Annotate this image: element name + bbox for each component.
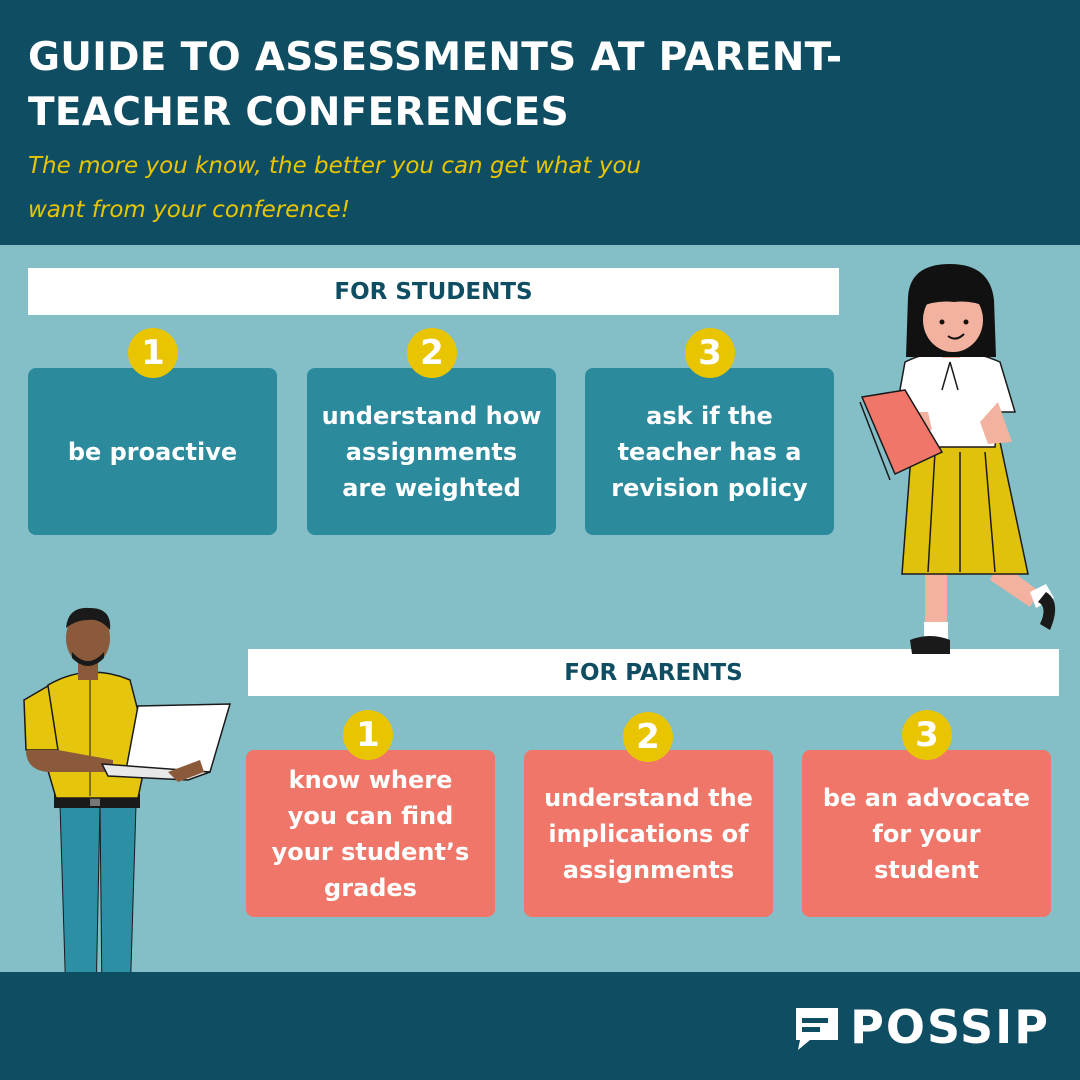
girl-reading-book-illustration xyxy=(850,262,1065,662)
header-band xyxy=(0,0,1080,245)
parent-number-badge-1: 1 xyxy=(343,710,393,760)
student-tip-card-2: understand how assignments are weighted xyxy=(307,368,556,535)
brand-name: POSSIP xyxy=(850,1000,1050,1054)
parent-tip-card-3: be an advocate for your student xyxy=(802,750,1051,917)
student-number-badge-3: 3 xyxy=(685,328,735,378)
speech-bubble-icon xyxy=(792,1002,842,1052)
student-tip-card-1: be proactive xyxy=(28,368,277,535)
page-title: GUIDE TO ASSESSMENTS AT PARENT-TEACHER CONFERENCES xyxy=(28,35,843,135)
brand-logo xyxy=(792,1000,1050,1054)
parent-number-badge-3: 3 xyxy=(902,710,952,760)
student-tip-card-3: ask if the teacher has a revision policy xyxy=(585,368,834,535)
student-number-badge-1: 1 xyxy=(128,328,178,378)
parent-number-badge-2: 2 xyxy=(623,712,673,762)
student-number-badge-2: 2 xyxy=(407,328,457,378)
parent-tip-card-1: know where you can find your student’s grades xyxy=(246,750,495,917)
parent-tip-card-2: understand the implications of assignments xyxy=(524,750,773,917)
students-heading: FOR STUDENTS xyxy=(28,268,839,315)
page-subtitle: The more you know, the better you can get what you want from your conference! xyxy=(28,153,642,223)
parents-heading: FOR PARENTS xyxy=(248,649,1059,696)
